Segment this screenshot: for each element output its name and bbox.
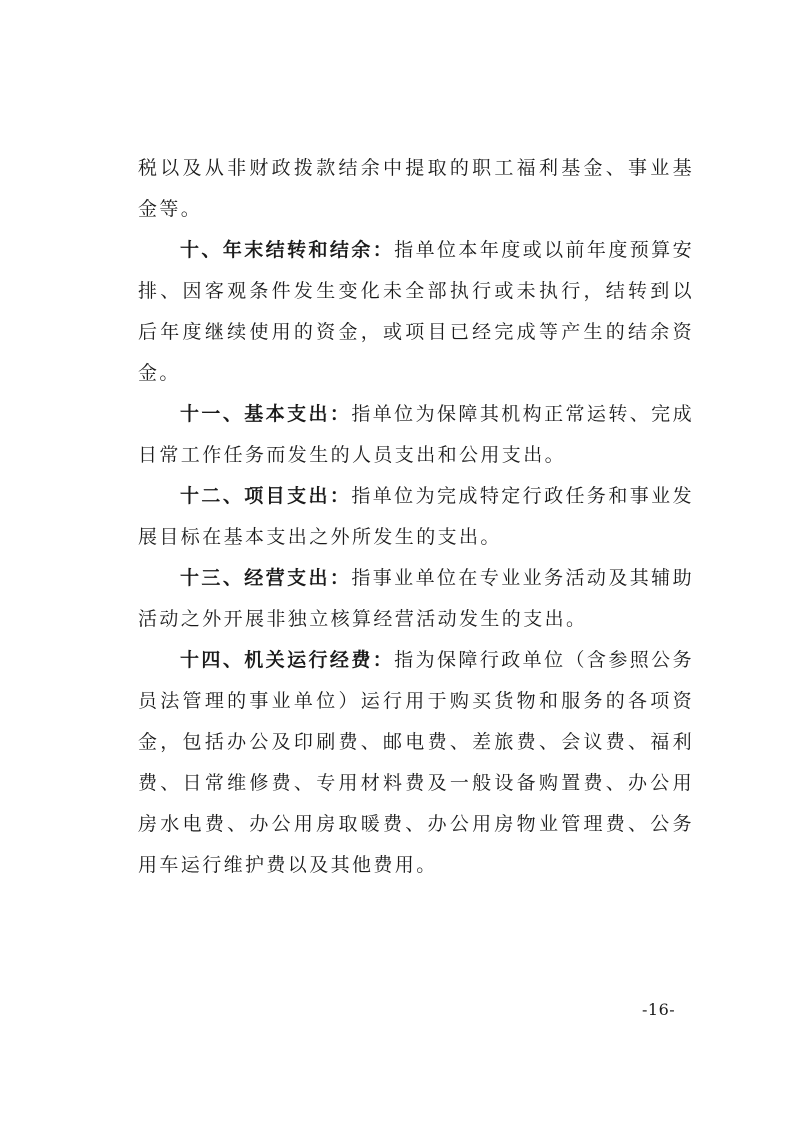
document-body bbox=[138, 148, 694, 886]
paragraph-text: 指单位为保障其机构正常运转、完成日常工作任务而发生的人员支出和公用支出。 bbox=[138, 403, 694, 466]
paragraph-text: 指单位为完成特定行政任务和事业发展目标在基本支出之外所发生的支出。 bbox=[138, 485, 694, 548]
term-heading: 十四、机关运行经费： bbox=[180, 649, 395, 671]
paragraph-basic-expenditure bbox=[138, 394, 694, 476]
paragraph-agency-operating-funds bbox=[138, 640, 694, 886]
term-heading: 十一、基本支出： bbox=[180, 403, 352, 425]
term-heading: 十二、项目支出： bbox=[180, 485, 352, 507]
term-heading: 十三、经营支出： bbox=[180, 567, 352, 589]
paragraph-operating-expenditure bbox=[138, 558, 694, 640]
page-number: -16- bbox=[642, 1000, 676, 1019]
paragraph-project-expenditure bbox=[138, 476, 694, 558]
paragraph-year-end-carryover bbox=[138, 230, 694, 394]
paragraph-text: 税以及从非财政拨款结余中提取的职工福利基金、事业基金等。 bbox=[138, 157, 694, 220]
paragraph-text: 指单位本年度或以前年度预算安排、因客观条件发生变化未全部执行或未执行，结转到以后年度继续使用的资金，或项目已经完成等产生的结余资金。 bbox=[138, 239, 694, 384]
paragraph-text: 指事业单位在专业业务活动及其辅助活动之外开展非独立核算经营活动发生的支出。 bbox=[138, 567, 694, 630]
term-heading: 十、年末结转和结余： bbox=[180, 239, 395, 261]
paragraph-continuation bbox=[138, 148, 694, 230]
paragraph-text: 指为保障行政单位（含参照公务员法管理的事业单位）运行用于购买货物和服务的各项资金，包括办公及印刷费、邮电费、差旅费、会议费、福利费、日常维修费、专用材料费及一般设备购置费、办公用房水电费、办公用房取暖费、办公用房物业管理费、公务用车运行维护费以及其他费用。 bbox=[138, 649, 694, 876]
